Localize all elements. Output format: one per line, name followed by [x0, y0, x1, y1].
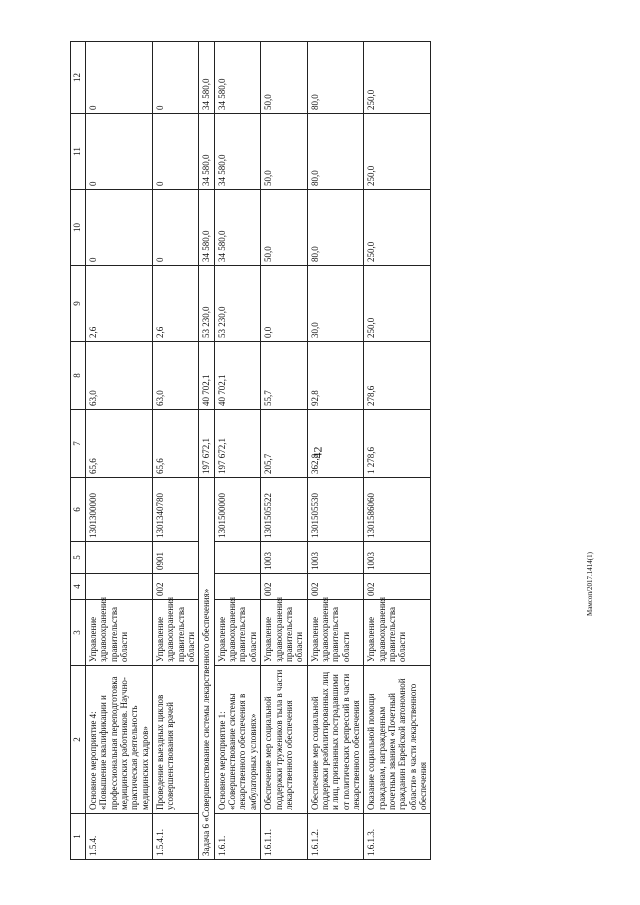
section-code-cell	[86, 542, 153, 574]
amount-cell: 34 580,0	[199, 190, 214, 266]
column-number-row	[71, 42, 86, 860]
amount-total-cell: 205,7	[261, 410, 307, 478]
grbs-code-cell: 002	[261, 574, 307, 600]
amount-2019-cell: 80,0	[307, 42, 364, 114]
section-code-cell: 1003	[307, 542, 364, 574]
executor-cell: Управление здравоохранения правительства области	[86, 600, 153, 666]
item-number-cell: 1.5.4.	[86, 814, 153, 860]
amount-2019-cell: 34 580,0	[214, 42, 260, 114]
measure-name-cell: Основное мероприятие 1: «Совершенствование системы лекарственного обеспечения в амбулаторных условиях»	[214, 666, 260, 814]
column-number-2: 2	[71, 666, 86, 814]
measure-name-cell: Обеспечение мер социальной поддержки реабилитированных лиц и лиц, признанных пострадавшими от политических репрессий в части лекарственного обеспечения	[307, 666, 364, 814]
column-number-10: 10	[71, 190, 86, 266]
document-code: Мамсоп/2017.1414(1)	[586, 552, 594, 616]
amount-cell: 34 580,0	[199, 114, 214, 190]
target-article-cell: 1301586060	[364, 478, 431, 542]
column-number-12: 12	[71, 42, 86, 114]
amount-2017-cell: 34 580,0	[214, 190, 260, 266]
item-number-cell: 1.6.1.	[214, 814, 260, 860]
amount-2019-cell: 50,0	[261, 42, 307, 114]
column-number-3: 3	[71, 600, 86, 666]
amount-2018-cell: 80,0	[307, 114, 364, 190]
column-number-11: 11	[71, 114, 86, 190]
amount-2019-cell: 0	[86, 42, 153, 114]
grbs-code-cell: 002	[153, 574, 199, 600]
amount-2016-cell: 30,0	[307, 266, 364, 342]
amount-2017-cell: 0	[153, 190, 199, 266]
amount-2017-cell: 80,0	[307, 190, 364, 266]
target-article-cell: 1301505522	[261, 478, 307, 542]
amount-2015-cell: 55,7	[261, 342, 307, 410]
amount-cell: 34 580,0	[199, 42, 214, 114]
executor-cell: Управление здравоохранения правительства области	[364, 600, 431, 666]
grbs-code-cell: 002	[307, 574, 364, 600]
target-article-cell: 1301500000	[214, 478, 260, 542]
executor-cell: Управление здравоохранения правительства области	[261, 600, 307, 666]
column-number-8: 8	[71, 342, 86, 410]
amount-2016-cell: 250,0	[364, 266, 431, 342]
column-number-4: 4	[71, 574, 86, 600]
amount-2019-cell: 0	[153, 42, 199, 114]
measure-name-cell: Основное мероприятие 4: «Повышение квалификации и профессиональная переподготовка медицинских работников. Научно-практическая деятельность медицинских кадров»	[86, 666, 153, 814]
executor-cell: Управление здравоохранения правительства области	[153, 600, 199, 666]
amount-total-cell: 1 278,6	[364, 410, 431, 478]
amount-2015-cell: 63,0	[86, 342, 153, 410]
grbs-code-cell	[214, 574, 260, 600]
amount-2018-cell: 34 580,0	[214, 114, 260, 190]
page-number: 42	[310, 446, 325, 459]
executor-cell: Управление здравоохранения правительства области	[307, 600, 364, 666]
item-number-cell: 1.6.1.1.	[261, 814, 307, 860]
table-row	[153, 42, 199, 860]
amount-2016-cell: 2,6	[86, 266, 153, 342]
executor-cell: Управление здравоохранения правительства области	[214, 600, 260, 666]
measure-name-cell: Оказание социальной помощи гражданам, награжденным почетным званием «Почетный гражданин Еврейской автономной области» в части лекарственного обеспечения	[364, 666, 431, 814]
amount-2018-cell: 50,0	[261, 114, 307, 190]
target-article-cell: 1301300000	[86, 478, 153, 542]
grbs-code-cell: 002	[364, 574, 431, 600]
grbs-code-cell	[86, 574, 153, 600]
amount-2017-cell: 250,0	[364, 190, 431, 266]
amount-2015-cell: 278,6	[364, 342, 431, 410]
amount-total-cell: 65,6	[86, 410, 153, 478]
amount-cell: 40 702,1	[199, 342, 214, 410]
amount-total-cell: 362,8	[307, 410, 364, 478]
amount-2017-cell: 50,0	[261, 190, 307, 266]
table-row	[307, 42, 364, 860]
table-row	[364, 42, 431, 860]
item-number-cell: 1.6.1.3.	[364, 814, 431, 860]
item-number-cell: 1.6.1.2.	[307, 814, 364, 860]
amount-2015-cell: 63,0	[153, 342, 199, 410]
rotated-table-container	[70, 42, 594, 860]
column-number-5: 5	[71, 542, 86, 574]
section-code-cell: 1003	[364, 542, 431, 574]
amount-2016-cell: 0,0	[261, 266, 307, 342]
amount-cell: 53 230,0	[199, 266, 214, 342]
amount-2015-cell: 92,8	[307, 342, 364, 410]
column-number-7: 7	[71, 410, 86, 478]
amount-2018-cell: 250,0	[364, 114, 431, 190]
target-article-cell: 1301340780	[153, 478, 199, 542]
amount-cell: 197 672,1	[199, 410, 214, 478]
amount-2016-cell: 2,6	[153, 266, 199, 342]
section-code-cell: 0901	[153, 542, 199, 574]
budget-table	[70, 41, 431, 860]
table-row	[86, 42, 153, 860]
table-row	[261, 42, 307, 860]
task-title: Задача 6 «Совершенствование системы лекарственного обеспечения»	[199, 478, 214, 860]
section-code-cell	[214, 542, 260, 574]
amount-2017-cell: 0	[86, 190, 153, 266]
column-number-1: 1	[71, 814, 86, 860]
amount-total-cell: 65,6	[153, 410, 199, 478]
amount-2016-cell: 53 230,0	[214, 266, 260, 342]
measure-name-cell: Обеспечение мер социальной поддержки тружеников тыла в части лекарственного обеспечения	[261, 666, 307, 814]
column-number-9: 9	[71, 266, 86, 342]
target-article-cell: 1301505530	[307, 478, 364, 542]
table-row	[214, 42, 260, 860]
measure-name-cell: Проведение выездных циклов усовершенствования врачей	[153, 666, 199, 814]
amount-2018-cell: 0	[153, 114, 199, 190]
task-row	[199, 42, 214, 860]
amount-total-cell: 197 672,1	[214, 410, 260, 478]
amount-2018-cell: 0	[86, 114, 153, 190]
amount-2019-cell: 250,0	[364, 42, 431, 114]
amount-2015-cell: 40 702,1	[214, 342, 260, 410]
item-number-cell: 1.5.4.1.	[153, 814, 199, 860]
section-code-cell: 1003	[261, 542, 307, 574]
column-number-6: 6	[71, 478, 86, 542]
